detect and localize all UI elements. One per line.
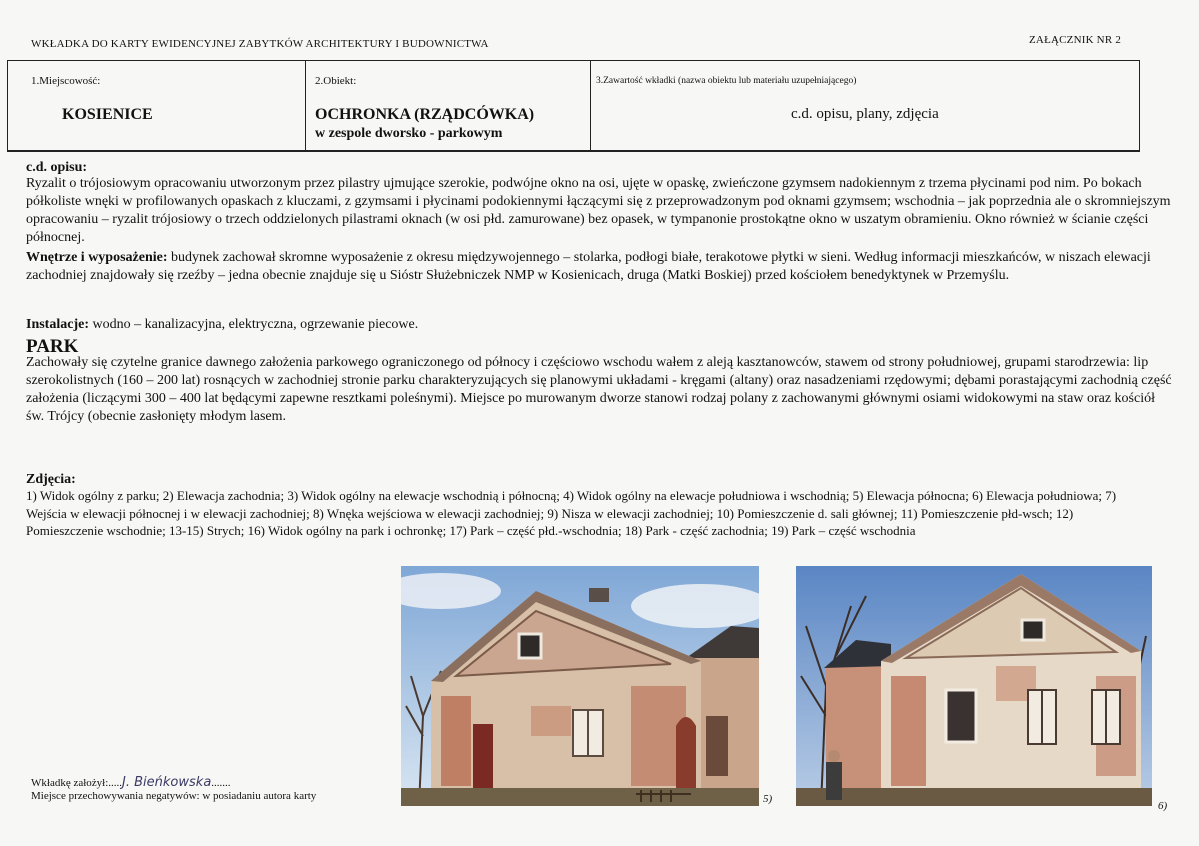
installations-text: wodno – kanalizacyjna, elektryczna, ogrzewanie piecowe. (89, 317, 419, 332)
table-bottom-rule (7, 150, 1140, 152)
contents-value: c.d. opisu, plany, zdjęcia (791, 106, 939, 122)
negatives-storage: Miejsce przechowywania negatywów: w posiadaniu autora karty (31, 790, 317, 802)
table-right-rule (1139, 60, 1140, 152)
author-dots-before: ..... (108, 777, 123, 789)
description-heading: c.d. opisu: (26, 160, 88, 175)
table-divider-2 (590, 60, 591, 152)
table-top-rule (7, 60, 1140, 61)
attachment-number: ZAŁĄCZNIK NR 2 (1029, 34, 1122, 46)
photos-list: 1) Widok ogólny z parku; 2) Elewacja zachodnia; 3) Widok ogólny na elewacje wschodnią i północną; 4) Widok ogólny na elewacje południowa i wschodnią; 5) Elewacja północna; 6) Elewacja południowa; 7) Wejścia w elewacji północnej i w elewacji zachodniej; 8) Wnęka wejściowa w elewacji zachodniej; 9) Nisza w elewacji zachodniej; 10) Pomieszczenie d. sali głównej; 11) Pomieszczenie płd-wsch; 12) Pomieszczenie wschodnie; 13-15) Strych; 16) Widok ogólny na park i ochronkę; 17) Park – część płd.-wschodnia; 18) Park - część zachodnia; 19) Park – część wschodnia (26, 488, 1117, 538)
object-context: w zespole dworsko - parkowym (315, 126, 503, 141)
description-paragraph: Ryzalit o trójosiowym opracowaniu utworzonym przez pilastry ujmujące szerokie, podwójne okno na osi, ujęte w opaskę, zwieńczone gzymsem nadokiennym z trzema płycinami pod nim. Po bokach półkoliste wnęki w profilowanych opaskach z kluczami, z gzymsami i płycinami podokiennymi łączącymi się z przeprowadzonym pod oknami gzymsem; wschodnia – jak poprzednia ale o skromniejszym opracowaniu – ryzalit trójosiowy o trzech oddzielonych pilastrami oknach (w osi płd. zamurowane) bez opasek, w tympanonie prostokątne okno w uszatym obramieniu. Okno również w ścianie części północnej. (26, 176, 1171, 245)
interior-text: budynek zachował skromne wyposażenie z okresu międzywojennego – stolarka, podłogi białe, terakotowe płytki w sieni. Według informacji mieszkańców, w niszach elewacji zachodniej znajdowały się rzeźby – jedna obecnie znajduje się u Sióstr Służebniczek NMP w Kosienicach, druga (Matki Boskiej) przed kościołem benedyktynek w Przemyślu. (26, 250, 1151, 283)
author-dots-after: ....... (211, 777, 231, 789)
photo-west-elevation (401, 566, 759, 806)
place-label: 1.Miejscowość: (31, 75, 101, 87)
photo-2-number: 6) (1158, 800, 1168, 812)
author-signature: J. Bieńkowska (122, 775, 212, 790)
author-label: Wkładkę założył: (31, 777, 109, 789)
installations-label: Instalacje: (26, 317, 89, 332)
photo-1-number: 5) (763, 793, 773, 805)
interior-label: Wnętrze i wyposażenie: (26, 250, 168, 265)
contents-label: 3.Zawartość wkładki (nazwa obiektu lub materiału uzupełniającego) (596, 76, 857, 86)
installations-paragraph (26, 316, 1172, 334)
park-heading: PARK (26, 336, 79, 357)
photo-south-elevation (796, 566, 1152, 806)
form-title: WKŁADKA DO KARTY EWIDENCYJNEJ ZABYTKÓW ARCHITEKTURY I BUDOWNICTWA (31, 38, 489, 50)
interior-paragraph (26, 249, 1172, 285)
place-value: KOSIENICE (62, 106, 153, 123)
table-left-rule (7, 60, 8, 152)
table-divider-1 (305, 60, 306, 152)
park-paragraph: Zachowały się czytelne granice dawnego założenia parkowego ograniczonego od północy i częściowo wschodu wałem z aleją kasztanowców, stawem od strony południowej, grupami starodrzewia: lip szerokolistnych (160 – 200 lat) rosnących w zachodniej stronie parku charakteryzujących się planowymi układami - kręgami (altany) oraz nasadzeniami rzędowymi; dębami porastającymi zachodnią część założenia (liczącymi 300 – 400 lat będącymi zapewne resztkami poleśnymi). Miejsce po murowanym dworze stanowi rodzaj polany z zachowanymi głównymi osiami widokowymi na staw oraz kościół św. Trójcy (obecnie zasłonięty młodym lasem. (26, 355, 1172, 424)
object-label: 2.Obiekt: (315, 75, 357, 87)
photos-heading: Zdjęcia: (26, 472, 76, 487)
object-value: OCHRONKA (RZĄDCÓWKA) (315, 106, 535, 123)
author-line (31, 775, 231, 790)
